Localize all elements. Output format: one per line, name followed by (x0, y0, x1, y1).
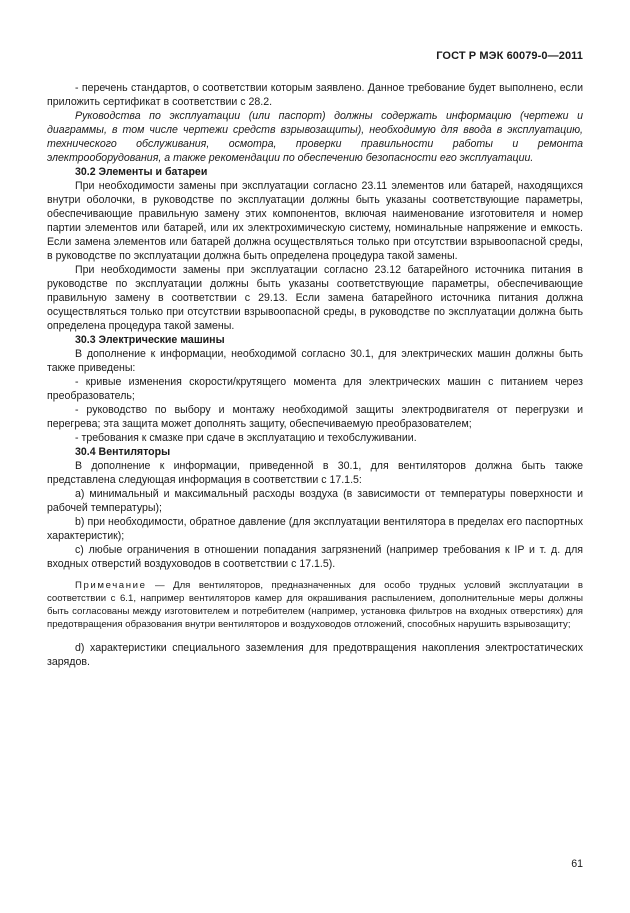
list-item-speed-torque: - кривые изменения скорости/крутящего момента для электрических машин с питанием через преобразователь; (47, 376, 583, 402)
note-paragraph (47, 579, 583, 631)
list-item-air-flow: a) минимальный и максимальный расходы воздуха (в зависимости от температуры поверхности и рабочей температуры); (47, 488, 583, 514)
section-heading-30-2: 30.2 Элементы и батареи (75, 166, 208, 178)
list-item-grounding: d) характеристики специального заземления для предотвращения накопления электростатических зарядов. (47, 642, 583, 668)
document-body (47, 81, 583, 669)
section-heading-30-4: 30.4 Вентиляторы (75, 446, 171, 458)
list-item-contamination: c) любые ограничения в отношении попадания загрязнений (например требования к IP и т. д. для входных отверстий воздуховодов в соответствии с 17.1.5). (47, 544, 583, 570)
paragraph-machines-intro: В дополнение к информации, необходимой согласно 30.1, для электрических машин должны быть также приведены: (47, 348, 583, 374)
note-label: Примечание (75, 580, 147, 591)
page-number: 61 (571, 858, 583, 870)
paragraph-operating-manuals: Руководства по эксплуатации (или паспорт) должны содержать информацию (чертежи и диаграммы, в том числе чертежи средств взрывозащиты), необходимую для ввода в эксплуатацию, технического обслуживания, осмотра, проверки правильности работы и ремонта электрооборудования, а также рекомендации по обеспечению безопасности его эксплуатации. (47, 110, 583, 164)
paragraph-battery-replacement: При необходимости замены при эксплуатации согласно 23.12 батарейного источника питания в руководстве по эксплуатации должны быть указаны соответствующие параметры, обеспечивающие правильную замену в соответствии с 29.13. Если замена батарейного источника питания должна осуществляться только при отсутствии взрывоопасной среды, в руководстве по эксплуатации должна быть определена процедура такой замены. (47, 264, 583, 332)
list-item-back-pressure: b) при необходимости, обратное давление (для эксплуатации вентилятора в пределах его паспортных характеристик); (47, 516, 583, 542)
note-text: — Для вентиляторов, предназначенных для особо трудных условий эксплуатации в соответствии с 6.1, например вентиляторов камер для окрашивания распылением, дополнительные меры должны быть согласованы между изготовителем и потребителем (например, установка фильтров на входных отверстиях) для предотвращения образования внутри вентиляторов и воздуховодов отложений, способных нарушить взрывозащиту; (47, 580, 583, 630)
section-heading-30-3: 30.3 Электрические машины (75, 334, 225, 346)
document-code-header: ГОСТ Р МЭК 60079-0—2011 (436, 50, 583, 62)
paragraph-cells-replacement: При необходимости замены при эксплуатации согласно 23.11 элементов или батарей, находящихся внутри оболочки, в руководстве по эксплуатации должны быть указаны соответствующие параметры, обеспечивающие правильную замену этих компонентов, включая наименование изготовителя и номер партии элементов или батарей, или их электрохимическую систему, номинальные напряжение и емкость. Если замена элементов или батарей должна осуществляться только при отсутствии взрывоопасной среды, в руководстве по эксплуатации должна быть определена процедура такой замены. (47, 180, 583, 262)
paragraph-standards-list: - перечень стандартов, о соответствии которым заявлено. Данное требование будет выполнено, если приложить сертификат в соответствии с 28.2. (47, 82, 583, 108)
list-item-motor-protection: - руководство по выбору и монтажу необходимой защиты электродвигателя от перегрузки и перегрева; эта защита может дополнять защиту, обеспечиваемую преобразователем; (47, 404, 583, 430)
paragraph-fans-intro: В дополнение к информации, приведенной в 30.1, для вентиляторов должна быть также представлена следующая информация в соответствии с 17.1.5: (47, 460, 583, 486)
list-item-lubrication: - требования к смазке при сдаче в эксплуатацию и техобслуживании. (75, 432, 417, 444)
